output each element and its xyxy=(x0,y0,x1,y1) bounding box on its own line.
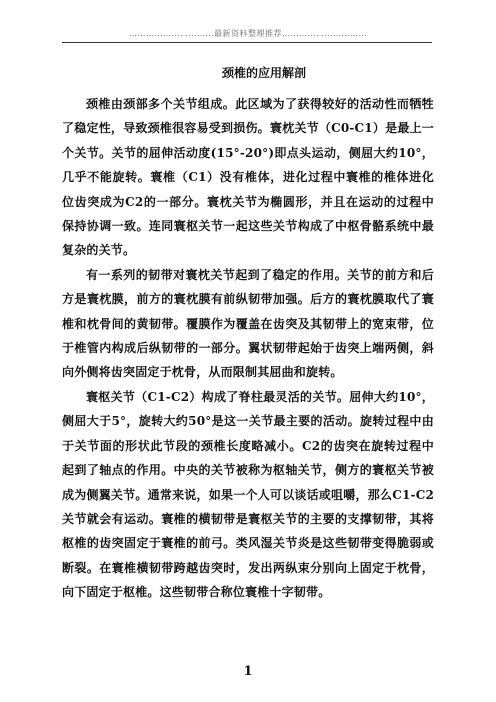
header-divider xyxy=(62,42,432,43)
document-title: 颈椎的应用解剖 xyxy=(221,66,306,80)
paragraph: 颈椎由颈部多个关节组成。此区域为了获得较好的活动性而牺牲了稳定性，导致颈椎很容易受到损伤。寰枕关节（C0-C1）是最上一个关节。关节的屈伸活动度(15°-20°)即点头运动，侧屈大约10°，几乎不能旋转。寰椎（C1）没有椎体，进化过程中寰椎的椎体进化位齿突成为C2的一部分。寰枕关节为椭圆形，并且在运动的过程中保持协调一致。连同寰枢关节一起这些关节构成了中枢骨骼系统中最复杂的关节。 xyxy=(62,97,434,258)
page-number: 1 xyxy=(243,664,253,679)
paragraph: 有一系列的韧带对寰枕关节起到了稳定的作用。关节的前方和后方是寰枕膜，前方的寰枕膜有前纵韧带加强。后方的寰枕膜取代了寰椎和枕骨间的黄韧带。覆膜作为覆盖在齿突及其韧带上的宽束带，位于椎管内构成后纵韧带的一部分。翼状韧带起始于齿突上端两侧，斜向外侧将齿突固定于枕骨，从而限制其屈曲和旋转。 xyxy=(62,267,434,380)
document-body xyxy=(62,92,434,605)
page-header: …………………………最新资料整理推荐………………………… xyxy=(129,29,367,38)
paragraph: 寰枢关节（C1-C2）构成了脊柱最灵活的关节。屈伸大约10°，侧屈大于5°，旋转大约50°是这一关节最主要的活动。旋转过程中由于关节面的形状此节段的颈椎长度略减小。C2的齿突在旋转过程中起到了轴点的作用。中央的关节被称为枢轴关节，侧方的寰枢关节被成为侧翼关节。通常来说，如果一个人可以谈话或咀嚼，那么C1-C2关节就会有运动。寰椎的横韧带是寰枢关节的主要的支撑韧带，其将枢椎的齿突固定于寰椎的前弓。类风湿关节炎是这些韧带变得脆弱或断裂。在寰椎横韧带跨越齿突时，发出两纵束分别向上固定于枕骨，向下固定于枢椎。这些韧带合称位寰椎十字韧带。 xyxy=(62,389,434,600)
